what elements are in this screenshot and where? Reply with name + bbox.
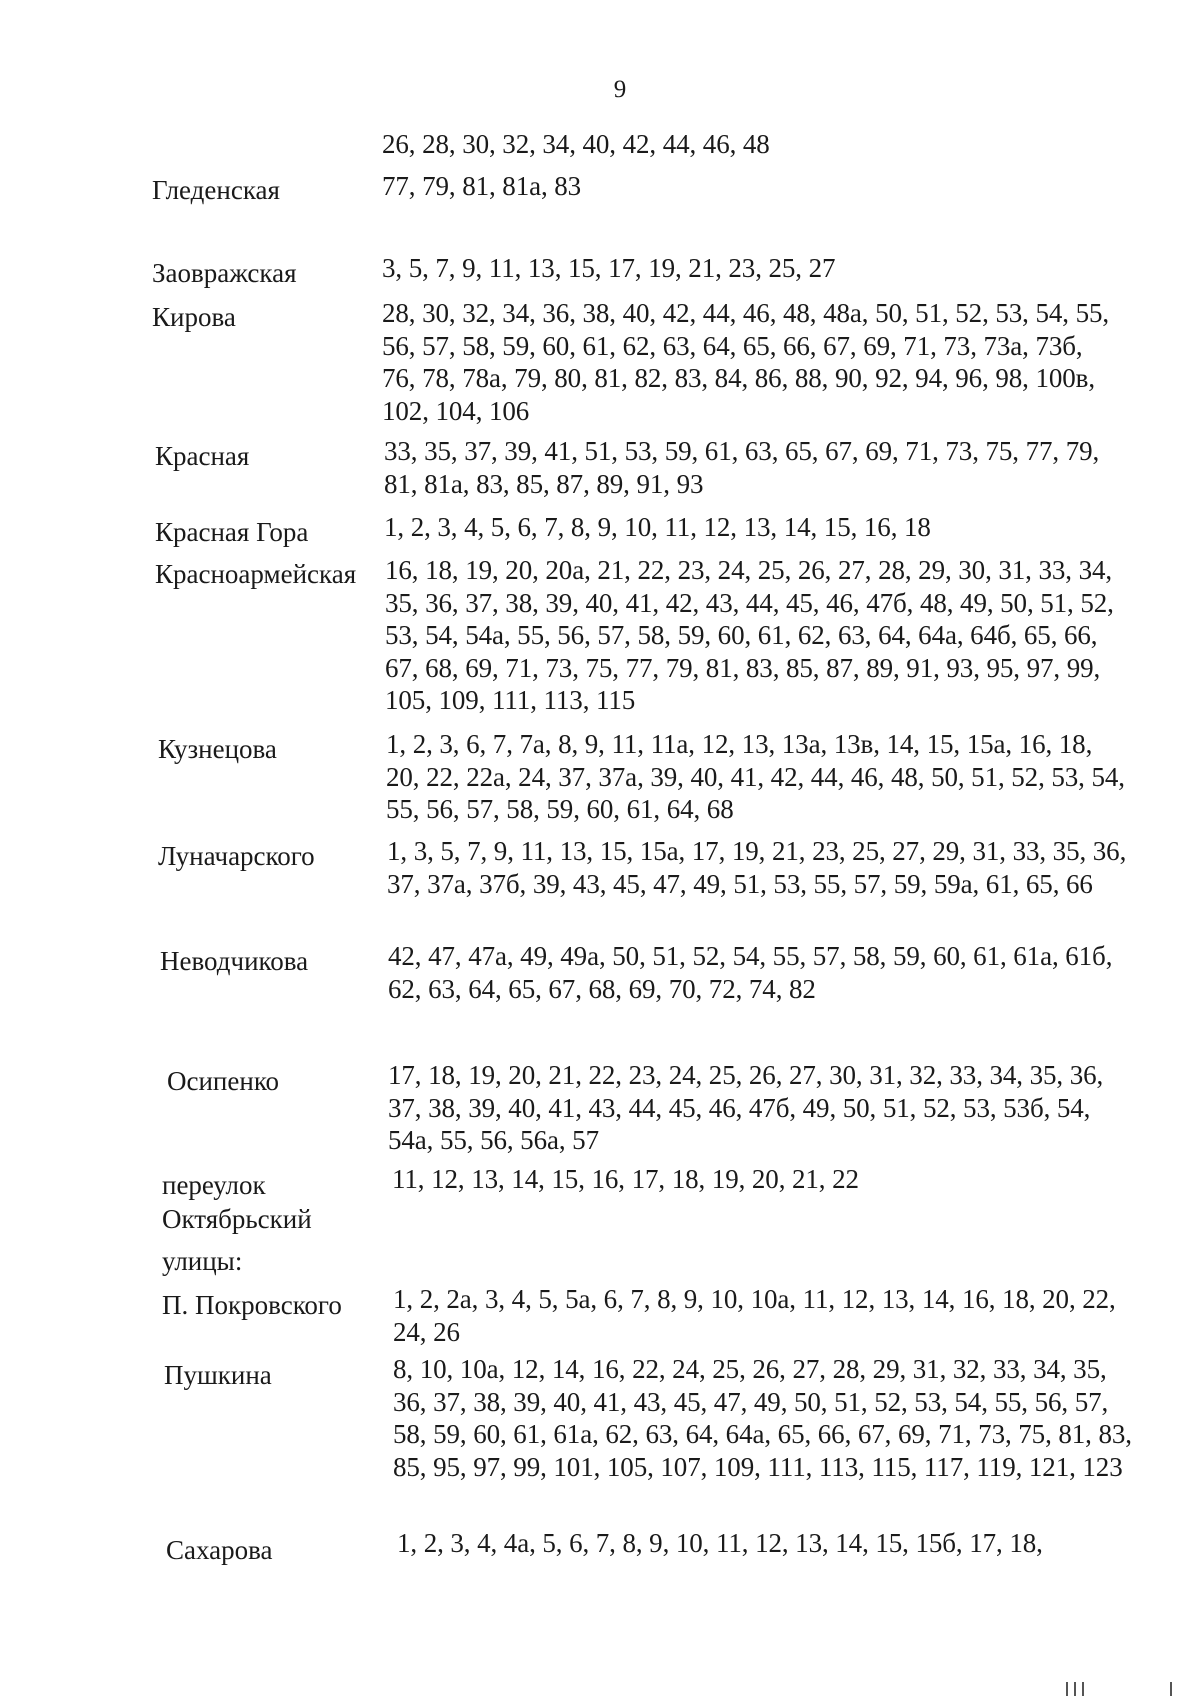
house-numbers: 11, 12, 13, 14, 15, 16, 17, 18, 19, 20, 21, 22 bbox=[392, 1164, 859, 1194]
scan-mark bbox=[1170, 1682, 1172, 1696]
house-numbers: 1, 2, 2а, 3, 4, 5, 5а, 6, 7, 8, 9, 10, 10а, 11, 12, 13, 14, 16, 18, 20, 22, 24, 26 bbox=[393, 1284, 1116, 1347]
street-name: Сахарова bbox=[166, 1535, 273, 1565]
scan-mark bbox=[1082, 1682, 1084, 1696]
street-name: Красная Гора bbox=[155, 517, 309, 547]
street-name: улицы: bbox=[162, 1246, 243, 1276]
house-numbers: 3, 5, 7, 9, 11, 13, 15, 17, 19, 21, 23, 25, 27 bbox=[382, 253, 836, 283]
house-numbers: 8, 10, 10а, 12, 14, 16, 22, 24, 25, 26, 27, 28, 29, 31, 32, 33, 34, 35, 36, 37, 38, 39, 40, 41, 43, 45, 47, 49, 50, 51, 52, 53, 54, 55, 56, 57, 58, 59, 60, 61, 61а, 62, 63, 64, 64а, 65, 66, 67, 69, 71, 73, 75, 81, 83, 85, 95, 97, 99, 101, 105, 107, 109, 111, 113, 115, 117, 119, 121, 123 bbox=[393, 1354, 1132, 1482]
house-numbers: 33, 35, 37, 39, 41, 51, 53, 59, 61, 63, 65, 67, 69, 71, 73, 75, 77, 79, 81, 81а, 83, 85, 87, 89, 91, 93 bbox=[384, 436, 1100, 499]
street-name: Неводчикова bbox=[160, 946, 309, 976]
house-numbers: 1, 2, 3, 4, 4а, 5, 6, 7, 8, 9, 10, 11, 12, 13, 14, 15, 15б, 17, 18, bbox=[397, 1528, 1043, 1558]
house-numbers: 28, 30, 32, 34, 36, 38, 40, 42, 44, 46, 48, 48а, 50, 51, 52, 53, 54, 55, 56, 57, 58, 59, 60, 61, 62, 63, 64, 65, 66, 67, 69, 71, 73, 73а, 73б, 76, 78, 78а, 79, 80, 81, 82, 83, 84, 86, 88, 90, 92, 94, 96, 98, 100в, 102, 104, 106 bbox=[382, 298, 1110, 426]
house-numbers: 1, 2, 3, 6, 7, 7а, 8, 9, 11, 11а, 12, 13, 13а, 13в, 14, 15, 15а, 16, 18, 20, 22, 22а, 24, 37, 37а, 39, 40, 41, 42, 44, 46, 48, 50, 51, 52, 53, 54, 55, 56, 57, 58, 59, 60, 61, 64, 68 bbox=[386, 729, 1125, 824]
street-name: переулок Октябрьский bbox=[162, 1170, 312, 1234]
house-numbers: 42, 47, 47а, 49, 49а, 50, 51, 52, 54, 55, 57, 58, 59, 60, 61, 61а, 61б, 62, 63, 64, 65, 67, 68, 69, 70, 72, 74, 82 bbox=[388, 941, 1113, 1004]
house-numbers: 77, 79, 81, 81а, 83 bbox=[382, 171, 582, 201]
scan-mark bbox=[1066, 1682, 1068, 1696]
house-numbers: 17, 18, 19, 20, 21, 22, 23, 24, 25, 26, 27, 30, 31, 32, 33, 34, 35, 36, 37, 38, 39, 40, 41, 43, 44, 45, 46, 47б, 49, 50, 51, 52, 53, 53б, 54, 54а, 55, 56, 56а, 57 bbox=[388, 1060, 1104, 1155]
page-number: 9 bbox=[613, 76, 627, 103]
street-name: П. Покровского bbox=[162, 1290, 342, 1320]
street-name: Красноармейская bbox=[155, 559, 357, 589]
house-numbers: 1, 3, 5, 7, 9, 11, 13, 15, 15а, 17, 19, 21, 23, 25, 27, 29, 31, 33, 35, 36, 37, 37а, 37б, 39, 43, 45, 47, 49, 51, 53, 55, 57, 59, 59а, 61, 65, 66 bbox=[387, 836, 1127, 899]
house-numbers: 26, 28, 30, 32, 34, 40, 42, 44, 46, 48 bbox=[382, 129, 770, 159]
street-name: Заовражская bbox=[152, 258, 297, 288]
street-name: Кирова bbox=[152, 302, 236, 332]
street-name: Осипенко bbox=[167, 1066, 280, 1096]
street-name: Пушкина bbox=[164, 1360, 272, 1390]
street-name: Гледенская bbox=[152, 175, 280, 205]
house-numbers: 1, 2, 3, 4, 5, 6, 7, 8, 9, 10, 11, 12, 13, 14, 15, 16, 18 bbox=[384, 512, 931, 542]
street-name: Луначарского bbox=[158, 841, 315, 871]
street-name: Красная bbox=[155, 441, 250, 471]
street-name: Кузнецова bbox=[158, 734, 277, 764]
scan-mark bbox=[1074, 1682, 1076, 1696]
house-numbers: 16, 18, 19, 20, 20а, 21, 22, 23, 24, 25, 26, 27, 28, 29, 30, 31, 33, 34, 35, 36, 37, 38, 39, 40, 41, 42, 43, 44, 45, 46, 47б, 48, 49, 50, 51, 52, 53, 54, 54а, 55, 56, 57, 58, 59, 60, 61, 62, 63, 64, 64а, 64б, 65, 66, 67, 68, 69, 71, 73, 75, 77, 79, 81, 83, 85, 87, 89, 91, 93, 95, 97, 99, 105, 109, 111, 113, 115 bbox=[385, 555, 1114, 715]
